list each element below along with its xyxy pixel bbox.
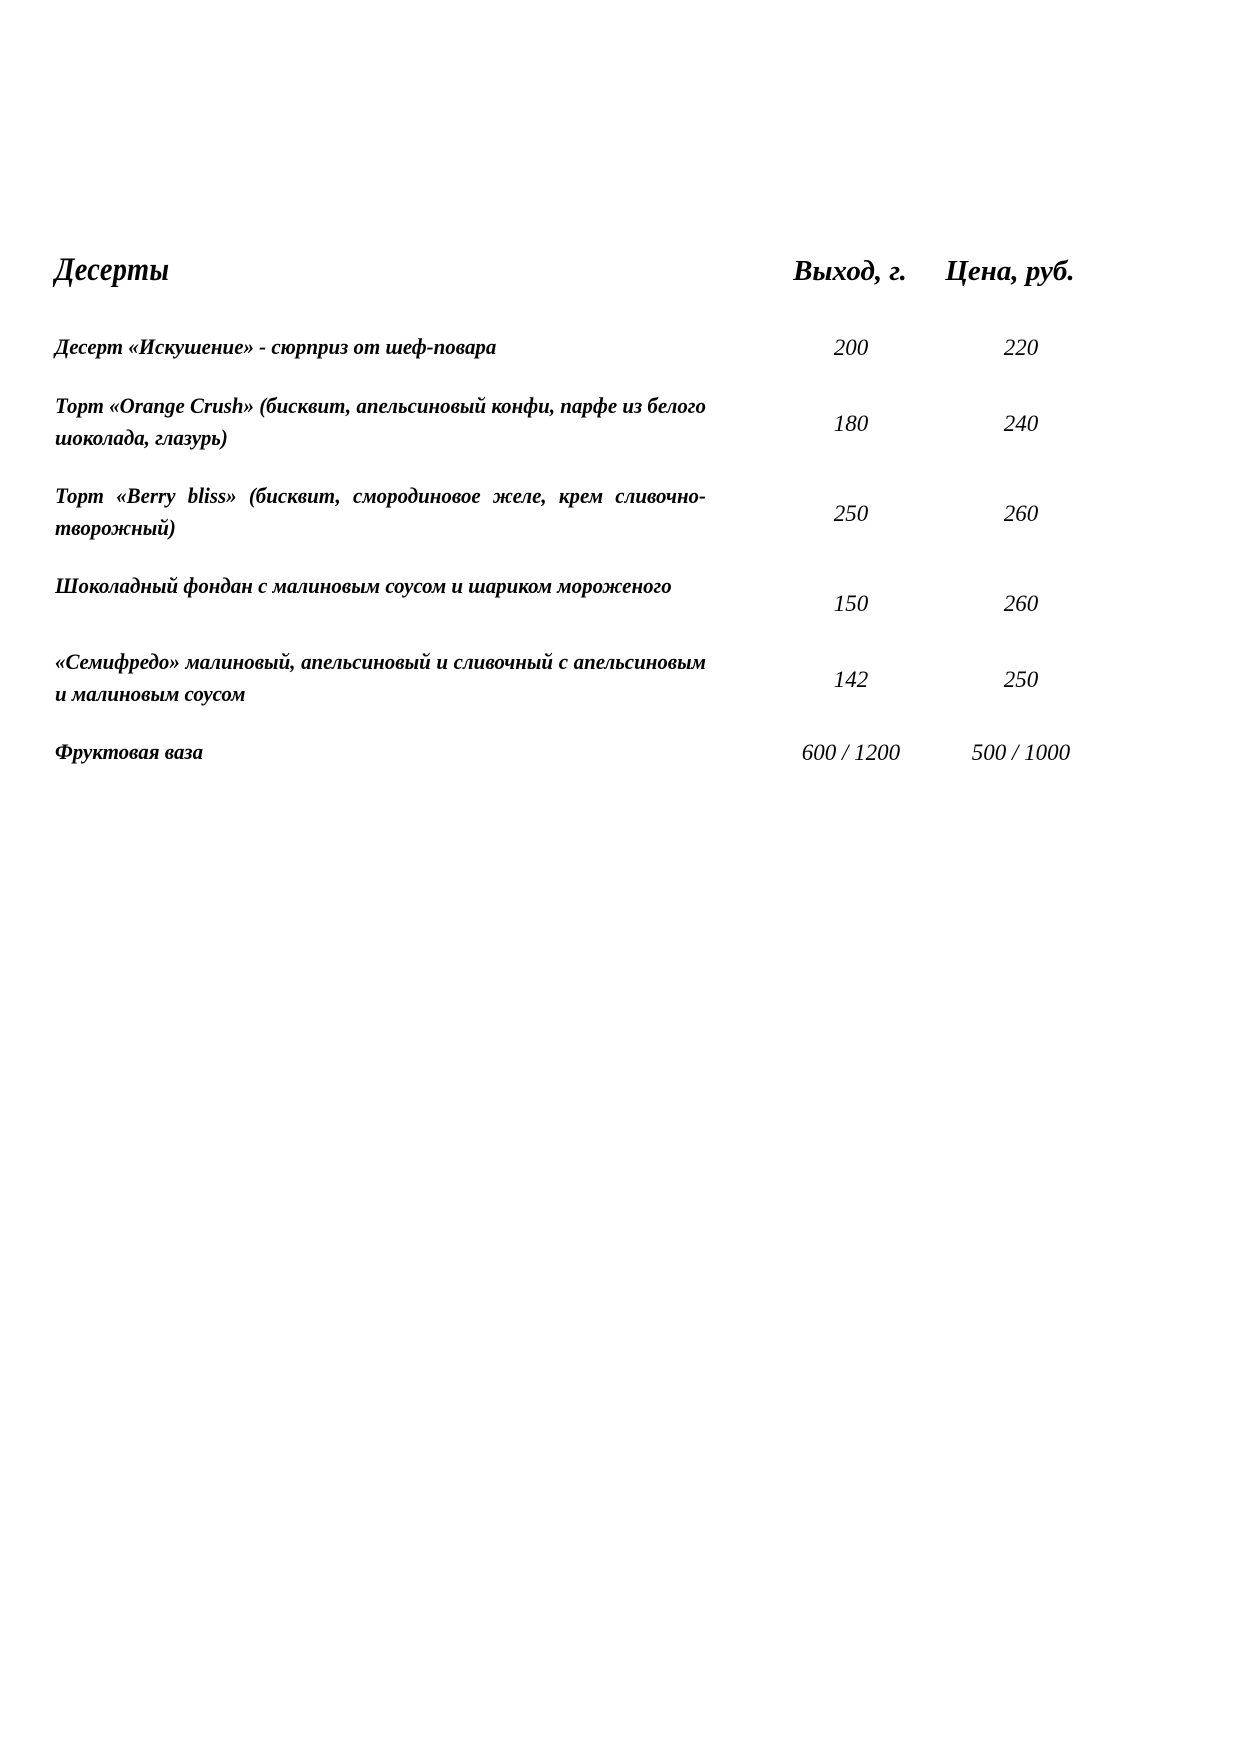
menu-item-yield: 180: [833, 411, 869, 436]
menu-item-row: [55, 331, 1075, 364]
dessert-menu-table: [55, 252, 1075, 795]
menu-item-row: [55, 736, 1075, 769]
column-header-price: Цена, руб.: [945, 255, 1075, 287]
menu-item-row: [55, 646, 1075, 710]
menu-item-name: Торт «Berry bliss» (бисквит, смородиновое желе, крем сливочно-творожный): [55, 483, 706, 540]
menu-item-yield: 150: [833, 591, 869, 616]
menu-item-name: Торт «Orange Crush» (бисквит, апельсиновый конфи, парфе из белого шоколада, глазурь): [55, 393, 706, 450]
menu-header-row: [55, 252, 1075, 289]
menu-item-price: 240: [1003, 411, 1039, 436]
column-header-yield: Выход, г.: [793, 255, 907, 287]
page-title: Десерты: [55, 252, 170, 288]
menu-item-price: 260: [1003, 501, 1039, 526]
menu-item-price: 500 / 1000: [971, 740, 1071, 765]
menu-item-row: [55, 480, 1075, 544]
menu-item-row: [55, 570, 1075, 620]
menu-item-price: 250: [1003, 667, 1039, 692]
menu-item-yield: 142: [833, 667, 869, 692]
menu-item-name: Десерт «Искушение» - сюрприз от шеф-повара: [55, 334, 497, 359]
menu-item-price: 220: [1003, 335, 1039, 360]
menu-item-yield: 250: [833, 501, 869, 526]
menu-item-name: Фруктовая ваза: [55, 739, 204, 764]
menu-item-row: [55, 390, 1075, 454]
menu-item-name: «Семифредо» малиновый, апельсиновый и сливочный с апельсиновым и малиновым соусом: [55, 649, 706, 706]
menu-item-yield: 200: [833, 335, 869, 360]
menu-item-name: Шоколадный фондан с малиновым соусом и шариком мороженого: [55, 573, 672, 598]
menu-item-yield: 600 / 1200: [801, 740, 901, 765]
menu-item-price: 260: [1003, 591, 1039, 616]
